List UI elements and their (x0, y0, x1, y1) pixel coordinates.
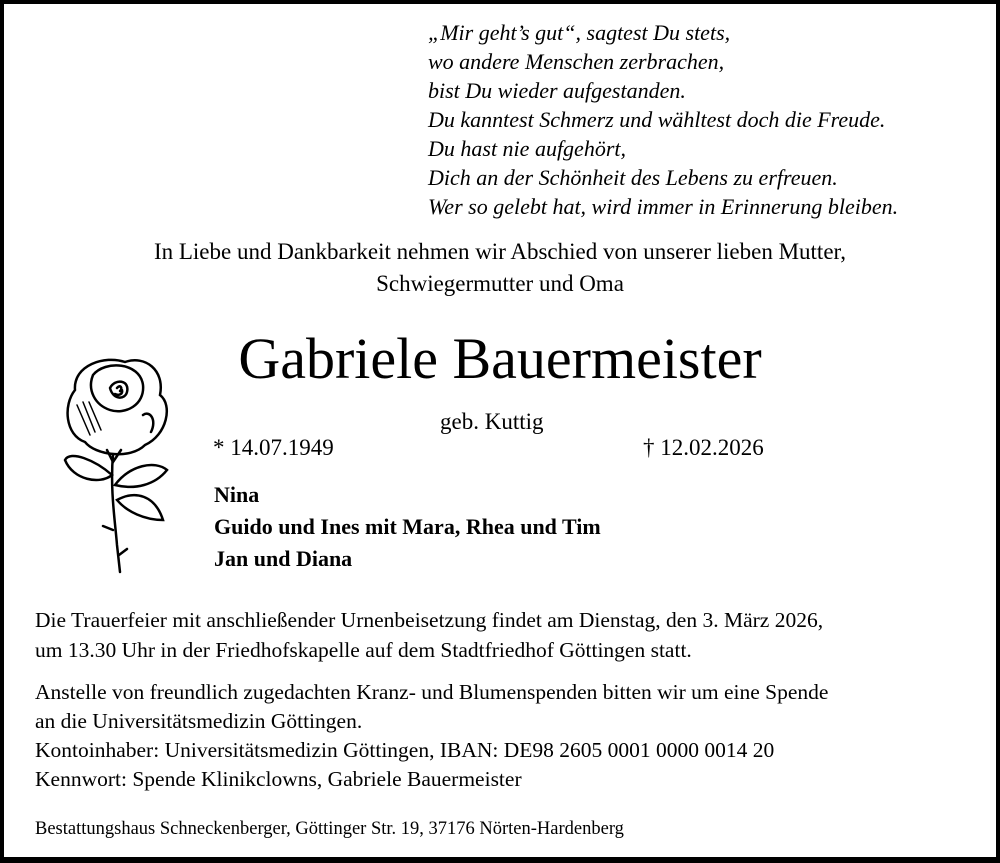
intro-line: Schwiegermutter und Oma (376, 271, 624, 296)
intro-line: In Liebe und Dankbarkeit nehmen wir Abschied von unserer lieben Mutter, (153, 239, 847, 264)
mourner-line: Nina (214, 482, 260, 507)
birth-date: * 14.07.1949 (213, 435, 334, 460)
poem-line: Du hast nie aufgehört, (428, 136, 626, 161)
funeral-home: Bestattungshaus Schneckenberger, Göttinger Str. 19, 37176 Nörten-Hardenberg (35, 819, 624, 839)
mourner-line: Jan und Diana (214, 546, 353, 571)
service-line: Die Trauerfeier mit anschließender Urnenbeisetzung findet am Dienstag, den 3. März 2026, (35, 608, 824, 632)
poem-line: „Mir geht’s gut“, sagtest Du stets, (428, 20, 731, 45)
donation-line: Anstelle von freundlich zugedachten Kranz- und Blumenspenden bitten wir um eine Spende (35, 680, 829, 704)
donation-line: Kennwort: Spende Klinikclowns, Gabriele Bauermeister (35, 767, 522, 791)
donation-line: an die Universitätsmedizin Göttingen. (35, 709, 363, 733)
poem-line: Dich an der Schönheit des Lebens zu erfreuen. (428, 165, 838, 190)
mourner-line: Guido und Ines mit Mara, Rhea und Tim (214, 514, 601, 539)
service-line: um 13.30 Uhr in der Friedhofskapelle auf dem Stadtfriedhof Göttingen statt. (35, 638, 692, 662)
poem-line: Du kanntest Schmerz und wähltest doch die Freude. (428, 107, 886, 132)
maiden-name: geb. Kuttig (440, 409, 544, 434)
deceased-name: Gabriele Bauermeister (238, 326, 762, 391)
poem-line: bist Du wieder aufgestanden. (428, 78, 686, 103)
poem-line: Wer so gelebt hat, wird immer in Erinnerung bleiben. (428, 194, 899, 219)
poem-line: wo andere Menschen zerbrachen, (428, 49, 725, 74)
donation-line: Kontoinhaber: Universitätsmedizin Göttingen, IBAN: DE98 2605 0001 0000 0014 20 (35, 738, 775, 762)
death-date: † 12.02.2026 (643, 435, 764, 460)
